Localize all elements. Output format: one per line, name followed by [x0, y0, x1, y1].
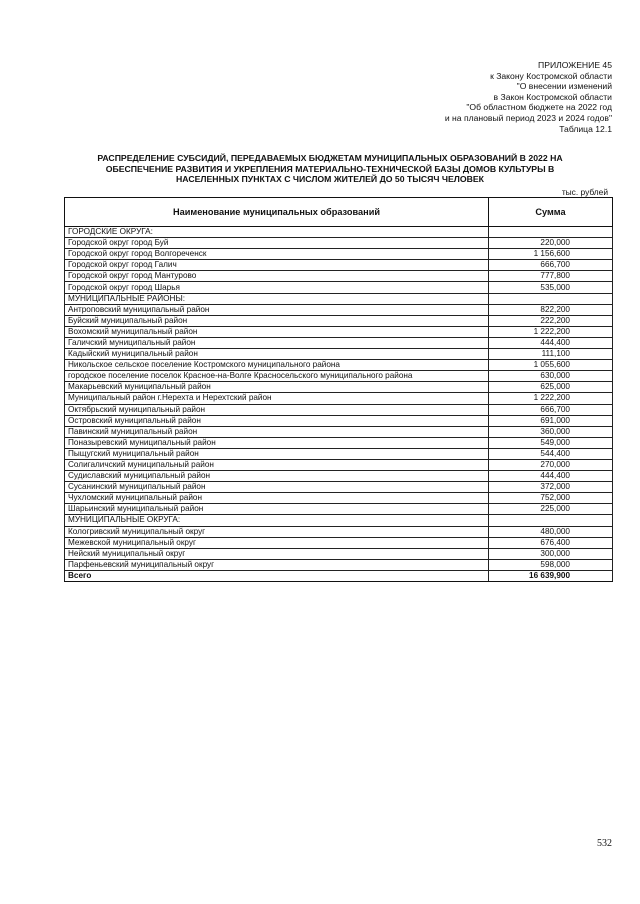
table-row	[65, 337, 613, 348]
row-amount: 691,000	[489, 415, 613, 426]
row-amount: 777,800	[489, 271, 613, 282]
table-row	[65, 526, 613, 537]
row-amount: 1 156,600	[489, 249, 613, 260]
row-name: Октябрьский муниципальный район	[65, 404, 489, 415]
header-name: Наименование муниципальных образований	[65, 198, 489, 227]
appendix-line: "Об областном бюджете на 2022 год	[466, 102, 612, 113]
title-line: НАСЕЛЕННЫХ ПУНКТАХ С ЧИСЛОМ ЖИТЕЛЕЙ ДО 50 ТЫСЯЧ ЧЕЛОВЕК	[176, 174, 484, 184]
table-row	[65, 238, 613, 249]
title-line: ОБЕСПЕЧЕНИЕ РАЗВИТИЯ И УКРЕПЛЕНИЯ МАТЕРИАЛЬНО-ТЕХНИЧЕСКОЙ БАЗЫ ДОМОВ КУЛЬТУРЫ В	[105, 163, 555, 174]
table-row	[65, 504, 613, 515]
table-row	[65, 515, 613, 526]
row-name: МУНИЦИПАЛЬНЫЕ ОКРУГА:	[65, 515, 489, 526]
row-amount: 666,700	[489, 404, 613, 415]
row-name: Павинский муниципальный район	[65, 426, 489, 437]
table-row	[65, 537, 613, 548]
row-amount: 598,000	[489, 559, 613, 570]
table-row	[65, 382, 613, 393]
table-row	[65, 404, 613, 415]
appendix-line: в Закон Костромской области	[493, 91, 612, 102]
row-amount: 544,400	[489, 448, 613, 459]
table-row	[65, 349, 613, 360]
row-name: Сусанинский муниципальный район	[65, 482, 489, 493]
row-amount: 1 055,600	[489, 360, 613, 371]
row-amount: 630,000	[489, 371, 613, 382]
table-row	[65, 459, 613, 470]
appendix-line: Таблица 12.1	[559, 123, 612, 134]
table-row	[65, 448, 613, 459]
table-row	[65, 426, 613, 437]
row-amount: 222,200	[489, 315, 613, 326]
row-name: Макарьевский муниципальный район	[65, 382, 489, 393]
row-name: Судиславский муниципальный район	[65, 471, 489, 482]
table-row	[65, 271, 613, 282]
row-name: Никольское сельское поселение Костромского муниципального района	[65, 360, 489, 371]
table-row	[65, 326, 613, 337]
row-amount: 225,000	[489, 504, 613, 515]
row-amount	[489, 293, 613, 304]
row-name: ГОРОДСКИЕ ОКРУГА:	[65, 227, 489, 238]
row-name: Городской округ город Мантурово	[65, 271, 489, 282]
row-name: Островский муниципальный район	[65, 415, 489, 426]
row-amount: 822,200	[489, 304, 613, 315]
row-name: Поназыревский муниципальный район	[65, 437, 489, 448]
row-amount	[489, 227, 613, 238]
row-amount: 480,000	[489, 526, 613, 537]
row-name: Городской округ город Галич	[65, 260, 489, 271]
row-amount: 549,000	[489, 437, 613, 448]
table-row	[65, 249, 613, 260]
row-amount: 372,000	[489, 482, 613, 493]
row-amount: 625,000	[489, 382, 613, 393]
unit-label: тыс. рублей	[561, 187, 608, 197]
header-amount: Сумма	[489, 198, 613, 227]
table-row	[65, 493, 613, 504]
appendix-line: ПРИЛОЖЕНИЕ 45	[538, 60, 612, 70]
appendix-line: "О внесении изменений	[516, 81, 612, 92]
table-header-row	[65, 198, 613, 227]
row-name: Парфеньевский муниципальный округ	[65, 559, 489, 570]
table-row	[65, 371, 613, 382]
row-name: Вохомский муниципальный район	[65, 326, 489, 337]
row-name: Кологривский муниципальный округ	[65, 526, 489, 537]
row-amount: 220,000	[489, 238, 613, 249]
total-amount: 16 639,900	[489, 570, 613, 581]
row-name: Буйский муниципальный район	[65, 315, 489, 326]
row-amount: 1 222,200	[489, 326, 613, 337]
row-amount: 752,000	[489, 493, 613, 504]
table-row	[65, 282, 613, 293]
table-row	[65, 304, 613, 315]
page-number: 532	[597, 838, 612, 849]
table-row	[65, 559, 613, 570]
table-row	[65, 393, 613, 404]
row-name: Шарьинский муниципальный район	[65, 504, 489, 515]
row-name: Городской округ город Буй	[65, 238, 489, 249]
table-body	[65, 227, 613, 582]
table-row	[65, 227, 613, 238]
table-row	[65, 293, 613, 304]
row-amount: 270,000	[489, 459, 613, 470]
appendix-block	[292, 60, 612, 134]
row-name: Пыщугский муниципальный район	[65, 448, 489, 459]
row-name: Муниципальный район г.Нерехта и Нерехтский район	[65, 393, 489, 404]
row-name: Галичский муниципальный район	[65, 337, 489, 348]
table-row	[65, 482, 613, 493]
row-name: Городской округ город Шарья	[65, 282, 489, 293]
row-amount	[489, 515, 613, 526]
row-name: городское поселение поселок Красное-на-Волге Красносельского муниципального района	[65, 371, 489, 382]
row-amount: 444,400	[489, 471, 613, 482]
title-line: РАСПРЕДЕЛЕНИЕ СУБСИДИЙ, ПЕРЕДАВАЕМЫХ БЮДЖЕТАМ МУНИЦИПАЛЬНЫХ ОБРАЗОВАНИЙ В 2022 НА	[97, 153, 563, 163]
row-name: Солигаличский муниципальный район	[65, 459, 489, 470]
document-title	[70, 153, 590, 185]
row-name: Нейский муниципальный округ	[65, 548, 489, 559]
row-amount: 444,400	[489, 337, 613, 348]
total-label: Всего	[65, 570, 489, 581]
table-row	[65, 360, 613, 371]
row-amount: 111,100	[489, 349, 613, 360]
table-row	[65, 548, 613, 559]
row-name: Городской округ город Волгореченск	[65, 249, 489, 260]
row-amount: 360,000	[489, 426, 613, 437]
table-row	[65, 415, 613, 426]
row-name: МУНИЦИПАЛЬНЫЕ РАЙОНЫ:	[65, 293, 489, 304]
total-row	[65, 570, 613, 581]
row-amount: 535,000	[489, 282, 613, 293]
row-name: Антроповский муниципальный район	[65, 304, 489, 315]
row-amount: 300,000	[489, 548, 613, 559]
row-amount: 676,400	[489, 537, 613, 548]
row-name: Межевской муниципальный округ	[65, 537, 489, 548]
row-name: Чухломский муниципальный район	[65, 493, 489, 504]
table-row	[65, 260, 613, 271]
appendix-line: и на плановый период 2023 и 2024 годов"	[444, 112, 612, 123]
row-amount: 666,700	[489, 260, 613, 271]
row-amount: 1 222,200	[489, 393, 613, 404]
table-row	[65, 437, 613, 448]
appendix-line: к Закону Костромской области	[490, 70, 612, 81]
subsidy-table	[64, 197, 613, 582]
table-row	[65, 315, 613, 326]
table-row	[65, 471, 613, 482]
row-name: Кадыйский муниципальный район	[65, 349, 489, 360]
